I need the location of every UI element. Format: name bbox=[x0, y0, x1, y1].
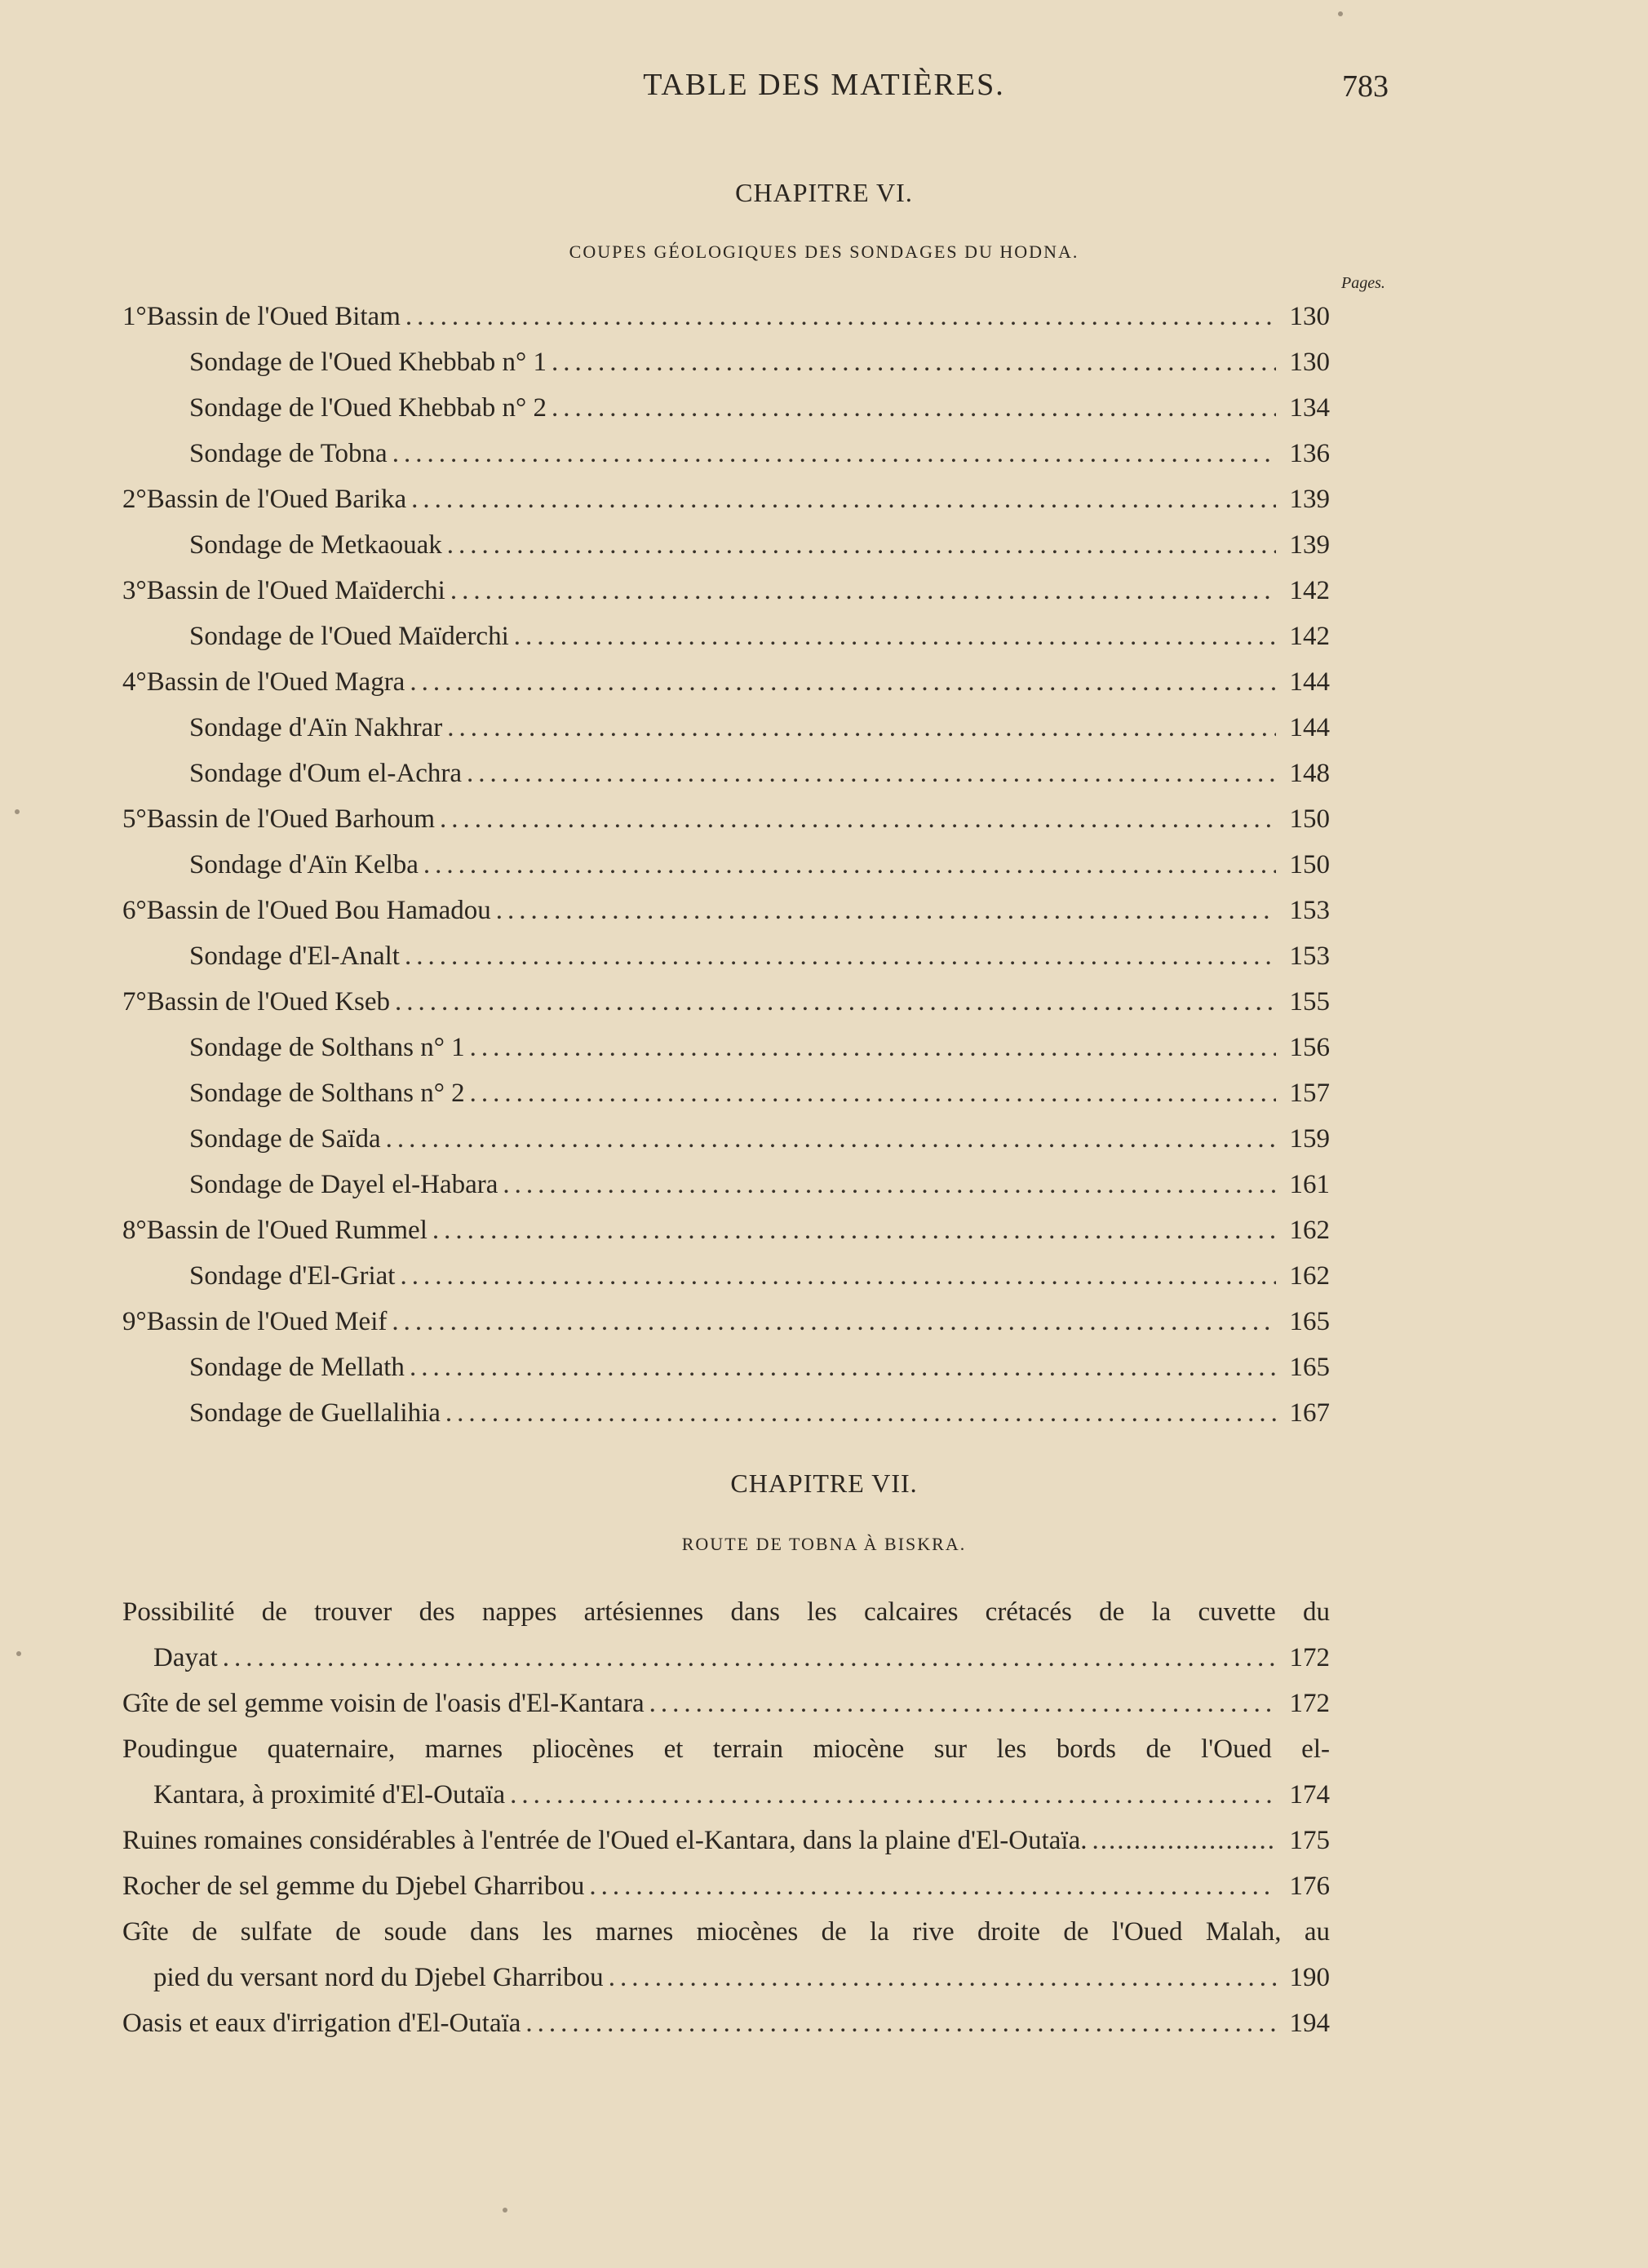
toc-entry bbox=[122, 569, 1330, 612]
leader-dots bbox=[405, 295, 1276, 338]
entry-page: 176 bbox=[1289, 1872, 1330, 1901]
entry-page: 136 bbox=[1289, 439, 1330, 468]
entry-page: 139 bbox=[1289, 530, 1330, 560]
leader-dots bbox=[503, 1163, 1276, 1206]
entry-label: Gîte de sel gemme voisin de l'oasis d'El-Kantara bbox=[122, 1689, 645, 1718]
entry-page: 130 bbox=[1289, 302, 1330, 331]
entry-number: 3° bbox=[122, 576, 147, 605]
toc-entry bbox=[189, 1392, 1330, 1434]
toc-entry bbox=[189, 1163, 1330, 1206]
toc-entry bbox=[122, 889, 1330, 932]
toc-entry bbox=[189, 844, 1330, 886]
toc-entry bbox=[122, 1682, 1330, 1725]
toc-entry bbox=[153, 1774, 1330, 1816]
toc-entry bbox=[189, 387, 1330, 429]
entry-page: 139 bbox=[1289, 485, 1330, 514]
chapter-6-subtitle: COUPES GÉOLOGIQUES DES SONDAGES DU HODNA. bbox=[569, 241, 1079, 262]
leader-dots bbox=[470, 1072, 1276, 1114]
leader-dots bbox=[552, 341, 1276, 383]
entry-number: 4° bbox=[122, 667, 147, 697]
running-title: TABLE DES MATIÈRES. bbox=[643, 68, 1005, 102]
toc-entry bbox=[122, 1819, 1330, 1862]
toc-entry bbox=[189, 707, 1330, 749]
entry-label: Dayat bbox=[153, 1643, 218, 1672]
toc-entry bbox=[122, 295, 1330, 338]
entry-label: Sondage de l'Oued Khebbab n° 1 bbox=[189, 348, 547, 377]
leader-dots bbox=[392, 1300, 1276, 1343]
toc-entry bbox=[189, 524, 1330, 566]
entry-page: 142 bbox=[1289, 576, 1330, 605]
leader-dots bbox=[609, 1956, 1276, 1999]
toc-entry bbox=[189, 752, 1330, 795]
entry-first-line: Poudingue quaternaire, marnes pliocènes et terrain miocène sur les bords de l'Oued el- bbox=[122, 1734, 1330, 1764]
leader-dots bbox=[411, 478, 1276, 520]
toc-entry bbox=[189, 935, 1330, 977]
leader-dots bbox=[400, 1255, 1276, 1297]
entry-page: 174 bbox=[1289, 1780, 1330, 1810]
toc-entry bbox=[189, 1346, 1330, 1389]
entry-label: Bassin de l'Oued Barika bbox=[146, 485, 407, 514]
entry-label: Bassin de l'Oued Maïderchi bbox=[146, 576, 445, 605]
entry-label: Rocher de sel gemme du Djebel Gharribou bbox=[122, 1872, 585, 1901]
entry-number: 9° bbox=[122, 1307, 147, 1336]
toc-entry bbox=[189, 1255, 1330, 1297]
entry-label: Sondage d'Aïn Nakhrar bbox=[189, 713, 443, 742]
toc-entry bbox=[189, 615, 1330, 658]
entry-label: Oasis et eaux d'irrigation d'El-Outaïa bbox=[122, 2009, 521, 2038]
entry-page: 172 bbox=[1289, 1643, 1330, 1672]
entry-page: 190 bbox=[1289, 1963, 1330, 1992]
entry-label: Bassin de l'Oued Magra bbox=[146, 667, 405, 697]
entry-page: 165 bbox=[1289, 1307, 1330, 1336]
toc-entry bbox=[189, 432, 1330, 475]
leader-dots bbox=[649, 1682, 1276, 1725]
toc-entry bbox=[122, 661, 1330, 703]
leader-dots bbox=[432, 1209, 1276, 1251]
entry-label: Ruines romaines considérables à l'entrée de l'Oued el-Kantara, dans la plaine d'El-Outaïa. bbox=[122, 1826, 1088, 1855]
toc-entry bbox=[189, 1026, 1330, 1069]
entry-label: Sondage de Dayel el-Habara bbox=[189, 1170, 498, 1199]
entry-page: 162 bbox=[1289, 1216, 1330, 1245]
toc-entry bbox=[153, 1637, 1330, 1679]
toc-entry bbox=[189, 1118, 1330, 1160]
entry-page: 156 bbox=[1289, 1033, 1330, 1062]
entry-page: 142 bbox=[1289, 622, 1330, 651]
toc-entry bbox=[122, 1209, 1330, 1251]
entry-label: Sondage de Solthans n° 2 bbox=[189, 1079, 465, 1108]
entry-page: 157 bbox=[1289, 1079, 1330, 1108]
leader-dots bbox=[445, 1392, 1276, 1434]
paper-speck bbox=[15, 809, 20, 814]
entry-page: 159 bbox=[1289, 1124, 1330, 1154]
toc-entry bbox=[189, 1072, 1330, 1114]
entry-number: 8° bbox=[122, 1216, 147, 1245]
toc-entry bbox=[122, 2002, 1330, 2044]
entry-label: Sondage de Guellalihia bbox=[189, 1398, 441, 1428]
entry-label: Sondage de l'Oued Maïderchi bbox=[189, 622, 509, 651]
leader-dots bbox=[447, 707, 1276, 749]
entry-page: 144 bbox=[1289, 713, 1330, 742]
entry-page: 153 bbox=[1289, 941, 1330, 971]
toc-entry bbox=[122, 478, 1330, 520]
entry-number: 5° bbox=[122, 804, 147, 834]
leader-dots bbox=[589, 1865, 1276, 1907]
entry-page: 130 bbox=[1289, 348, 1330, 377]
leader-dots bbox=[1092, 1819, 1276, 1862]
toc-entry bbox=[122, 1865, 1330, 1907]
entry-first-line: Possibilité de trouver des nappes artésiennes dans les calcaires crétacés de la cuvette du bbox=[122, 1597, 1330, 1627]
leader-dots bbox=[410, 1346, 1276, 1389]
leader-dots bbox=[552, 387, 1276, 429]
entry-page: 161 bbox=[1289, 1170, 1330, 1199]
entry-number: 2° bbox=[122, 485, 147, 514]
leader-dots bbox=[496, 889, 1276, 932]
leader-dots bbox=[510, 1774, 1276, 1816]
leader-dots bbox=[450, 569, 1276, 612]
entry-page: 134 bbox=[1289, 393, 1330, 423]
leader-dots bbox=[470, 1026, 1276, 1069]
entry-label: Bassin de l'Oued Rummel bbox=[146, 1216, 428, 1245]
entry-page: 165 bbox=[1289, 1353, 1330, 1382]
entry-label: Sondage de Saïda bbox=[189, 1124, 381, 1154]
toc-entry bbox=[122, 1300, 1330, 1343]
entry-page: 167 bbox=[1289, 1398, 1330, 1428]
paper-speck bbox=[503, 2208, 507, 2213]
entry-label: Sondage de Mellath bbox=[189, 1353, 405, 1382]
entry-label: Sondage de Solthans n° 1 bbox=[189, 1033, 465, 1062]
entry-page: 172 bbox=[1289, 1689, 1330, 1718]
entry-label: Sondage d'Aïn Kelba bbox=[189, 850, 419, 879]
entry-label: pied du versant nord du Djebel Gharribou bbox=[153, 1963, 604, 1992]
leader-dots bbox=[514, 615, 1276, 658]
entry-page: 144 bbox=[1289, 667, 1330, 697]
entry-label: Sondage de Metkaouak bbox=[189, 530, 442, 560]
entry-label: Sondage d'Oum el-Achra bbox=[189, 759, 463, 788]
entry-page: 153 bbox=[1289, 896, 1330, 925]
entry-page: 148 bbox=[1289, 759, 1330, 788]
entry-label: Bassin de l'Oued Kseb bbox=[146, 987, 391, 1017]
entry-first-line: Gîte de sulfate de soude dans les marnes miocènes de la rive droite de l'Oued Malah, au bbox=[122, 1917, 1330, 1947]
entry-page: 162 bbox=[1289, 1261, 1330, 1291]
toc-entry bbox=[122, 798, 1330, 840]
leader-dots bbox=[525, 2002, 1276, 2044]
entry-label: Bassin de l'Oued Barhoum bbox=[146, 804, 436, 834]
entry-page: 155 bbox=[1289, 987, 1330, 1017]
leader-dots bbox=[467, 752, 1276, 795]
leader-dots bbox=[392, 432, 1276, 475]
leader-dots bbox=[405, 935, 1276, 977]
chapter-7-heading: CHAPITRE VII. bbox=[730, 1468, 918, 1498]
chapter-6-heading: CHAPITRE VI. bbox=[735, 178, 913, 207]
entry-label: Sondage de Tobna bbox=[189, 439, 388, 468]
leader-dots bbox=[395, 981, 1276, 1023]
entry-label: Bassin de l'Oued Bitam bbox=[146, 302, 401, 331]
paper-speck bbox=[1338, 11, 1343, 16]
chapter-7-subtitle: ROUTE DE TOBNA À BISKRA. bbox=[681, 1534, 967, 1554]
entry-page: 150 bbox=[1289, 850, 1330, 879]
entry-label: Bassin de l'Oued Bou Hamadou bbox=[146, 896, 491, 925]
entry-label: Kantara, à proximité d'El-Outaïa bbox=[153, 1780, 506, 1810]
entry-label: Bassin de l'Oued Meif bbox=[146, 1307, 388, 1336]
pages-column-label: Pages. bbox=[1341, 274, 1385, 292]
entry-page: 175 bbox=[1289, 1826, 1330, 1855]
entry-label: Sondage d'El-Analt bbox=[189, 941, 400, 971]
leader-dots bbox=[440, 798, 1276, 840]
toc-entry bbox=[153, 1956, 1330, 1999]
entry-page: 150 bbox=[1289, 804, 1330, 834]
page-number: 783 bbox=[1342, 69, 1389, 104]
leader-dots bbox=[423, 844, 1276, 886]
leader-dots bbox=[410, 661, 1276, 703]
entry-number: 1° bbox=[122, 302, 147, 331]
paper-speck bbox=[16, 1651, 21, 1656]
leader-dots bbox=[386, 1118, 1276, 1160]
entry-label: Sondage d'El-Griat bbox=[189, 1261, 396, 1291]
leader-dots bbox=[447, 524, 1276, 566]
leader-dots bbox=[223, 1637, 1276, 1679]
toc-entry bbox=[122, 981, 1330, 1023]
entry-page: 194 bbox=[1289, 2009, 1330, 2038]
entry-label: Sondage de l'Oued Khebbab n° 2 bbox=[189, 393, 547, 423]
entry-number: 6° bbox=[122, 896, 147, 925]
entry-number: 7° bbox=[122, 987, 147, 1017]
toc-entry bbox=[189, 341, 1330, 383]
